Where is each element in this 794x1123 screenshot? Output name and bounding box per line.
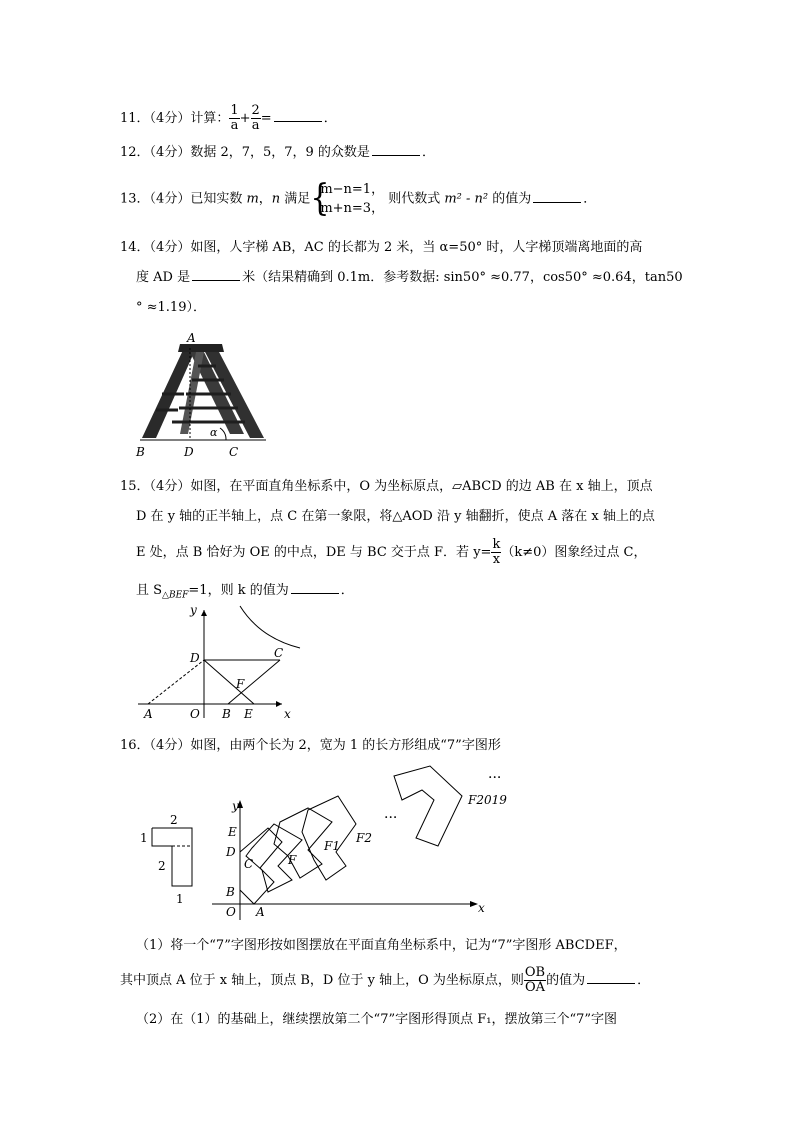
q11-plus: +: [239, 111, 251, 126]
question-11: [120, 104, 337, 133]
segment-de: [204, 660, 254, 704]
q16-frac-den: OA: [524, 980, 546, 995]
q11-f1-num: 1: [230, 103, 239, 118]
seven-shape-far: [394, 766, 462, 846]
label-x: x: [478, 901, 485, 915]
label-e: E: [228, 825, 237, 839]
q16-sub1b: 其中顶点 A 位于 x 轴上，顶点 B，D 位于 y 轴上，O 为坐标原点，则: [120, 973, 524, 988]
q13-mid: 满足: [280, 191, 311, 207]
alpha-arc: [220, 428, 226, 440]
q12-end: ．: [421, 145, 435, 160]
label-d: D: [190, 651, 200, 665]
q13-eq1: m−n=1，: [320, 182, 385, 197]
label-c: C: [244, 857, 254, 871]
q15-fraction: [491, 538, 501, 567]
q11-f2-den: a: [251, 118, 260, 133]
q15-frac-num: k: [492, 537, 501, 552]
question-12: [120, 143, 435, 163]
q16-sub1-line-a: （1）将一个“7”字图形按如图摆放在平面直角坐标系中，记为“7”字图形 ABCDEF，: [136, 938, 627, 953]
label-x: x: [284, 707, 291, 721]
q14-line-2: [136, 268, 683, 288]
q13-tail: 的值为: [488, 191, 532, 207]
x-axis-arrow: [276, 701, 282, 707]
q12-answer-blank[interactable]: [372, 143, 420, 156]
q11-eq: =: [260, 111, 272, 126]
q15-answer-blank[interactable]: [291, 581, 339, 594]
label-b: B: [226, 885, 235, 899]
q13-expr: m² - n²: [444, 191, 489, 207]
segment-ad-dashed: [148, 660, 204, 704]
x-axis-arrow: [470, 901, 478, 907]
label-alpha: α: [210, 426, 218, 439]
label-f: F: [236, 677, 245, 691]
q13-after: 则代数式: [384, 191, 445, 207]
q13-m: m: [246, 191, 259, 207]
q13-brace: {: [310, 177, 330, 220]
q15-frac-den: x: [492, 552, 501, 567]
label-f1: F1: [324, 839, 340, 853]
q14-line-1: 14．（4分）如图，人字梯 AB，AC 的长都为 2 米，当 α=50° 时，人字梯顶端离地面的高: [120, 240, 643, 255]
q13-comma: ，: [258, 191, 272, 207]
q16-line-1: 16．（4分）如图，由两个长为 2，宽为 1 的长方形组成“7”字图形: [120, 738, 501, 753]
q16-sub2-line: （2）在（1）的基础上，继续摆放第二个“7”字图形得顶点 F₁，摆放第三个“7”字图: [136, 1012, 618, 1027]
q13-equation-system: [310, 177, 385, 220]
label-a: A: [187, 331, 196, 345]
q13-prefix: 13．（4分）已知实数: [120, 191, 247, 207]
label-c: C: [274, 646, 284, 660]
label-o: O: [226, 905, 236, 919]
q11-answer-blank[interactable]: [274, 109, 322, 122]
dots-end: ···: [488, 770, 502, 786]
q16-sub1c: 的值为: [546, 973, 586, 988]
label-d: D: [226, 845, 236, 859]
q15-end: ．: [340, 583, 354, 598]
q11-fraction-2: [251, 104, 261, 133]
q15-coordinate-figure: [132, 600, 312, 725]
q16-figure: [132, 760, 652, 930]
q16-frac-num: OB: [524, 965, 546, 980]
q11-end: ．: [323, 111, 337, 126]
q14-ladder-figure: [132, 330, 277, 460]
label-y: y: [232, 799, 239, 813]
q13-end: ．: [583, 191, 597, 207]
q12-text: 12．（4分）数据 2，7，5，7，9 的众数是: [120, 145, 370, 160]
seven-shape-4: [302, 796, 356, 880]
q15-line-3: [136, 538, 646, 568]
label-a: A: [256, 905, 265, 919]
q14-answer-blank[interactable]: [192, 268, 240, 281]
q16-sub1-line-b: [120, 966, 650, 996]
q14-line-3: ° ≈1.19）．: [136, 300, 206, 315]
q15-line-1: 15．（4分）如图，在平面直角坐标系中，O 为坐标原点，▱ABCD 的边 AB 在 x 轴上，顶点: [120, 479, 653, 494]
q13-n: n: [271, 191, 281, 207]
q16-fraction: [524, 966, 546, 995]
dim-top: 2: [170, 813, 178, 827]
label-f2: F2: [356, 831, 372, 845]
label-b: B: [136, 445, 145, 459]
q15-line4b: =1，则 k 的值为: [188, 583, 289, 598]
q11-fraction-1: [229, 104, 239, 133]
label-b: B: [222, 707, 231, 721]
dots-middle: ···: [384, 810, 398, 826]
q14-line2b: 米（结果精确到 0.1m．参考数据: sin50° ≈0.77，cos50° ≈0.64，tan50: [242, 270, 683, 285]
q15-line3b: （k≠0）图象经过点 C，: [501, 545, 647, 560]
label-e: E: [244, 707, 253, 721]
label-y: y: [190, 603, 197, 617]
label-f2019: F2019: [468, 793, 507, 807]
dim-mid: 2: [158, 859, 166, 873]
question-13: [120, 177, 597, 220]
y-axis-arrow: [201, 610, 207, 616]
q11-prefix: 11．（4分）计算：: [120, 111, 230, 126]
q13-answer-blank[interactable]: [533, 190, 581, 203]
q15-line3a: E 处，点 B 恰好为 OE 的中点，DE 与 BC 交于点 F．若 y=: [136, 545, 492, 560]
label-a: A: [144, 707, 153, 721]
label-f: F: [288, 853, 297, 867]
label-c: C: [229, 445, 239, 459]
q15-line-2: D 在 y 轴的正半轴上，点 C 在第一象限，将△AOD 沿 y 轴翻折，使点 A 落在 x 轴上的点: [136, 509, 655, 524]
ladder-top: [178, 344, 224, 352]
q13-eq2: m+n=3，: [320, 201, 385, 216]
label-o: O: [190, 707, 200, 721]
dim-left: 1: [140, 831, 148, 845]
q16-end: ．: [637, 973, 651, 988]
q15-area-subscript: △BEF: [162, 590, 189, 601]
label-d: D: [184, 445, 194, 459]
dim-bottom: 1: [176, 892, 184, 906]
q16-answer-blank[interactable]: [587, 971, 635, 984]
q11-f1-den: a: [230, 118, 239, 133]
seven-shape-small: [152, 828, 192, 886]
hyperbola-curve: [240, 606, 300, 648]
q15-line4a: 且 S: [136, 583, 163, 598]
q14-line2a: 度 AD 是: [136, 270, 191, 285]
q11-f2-num: 2: [251, 103, 260, 118]
